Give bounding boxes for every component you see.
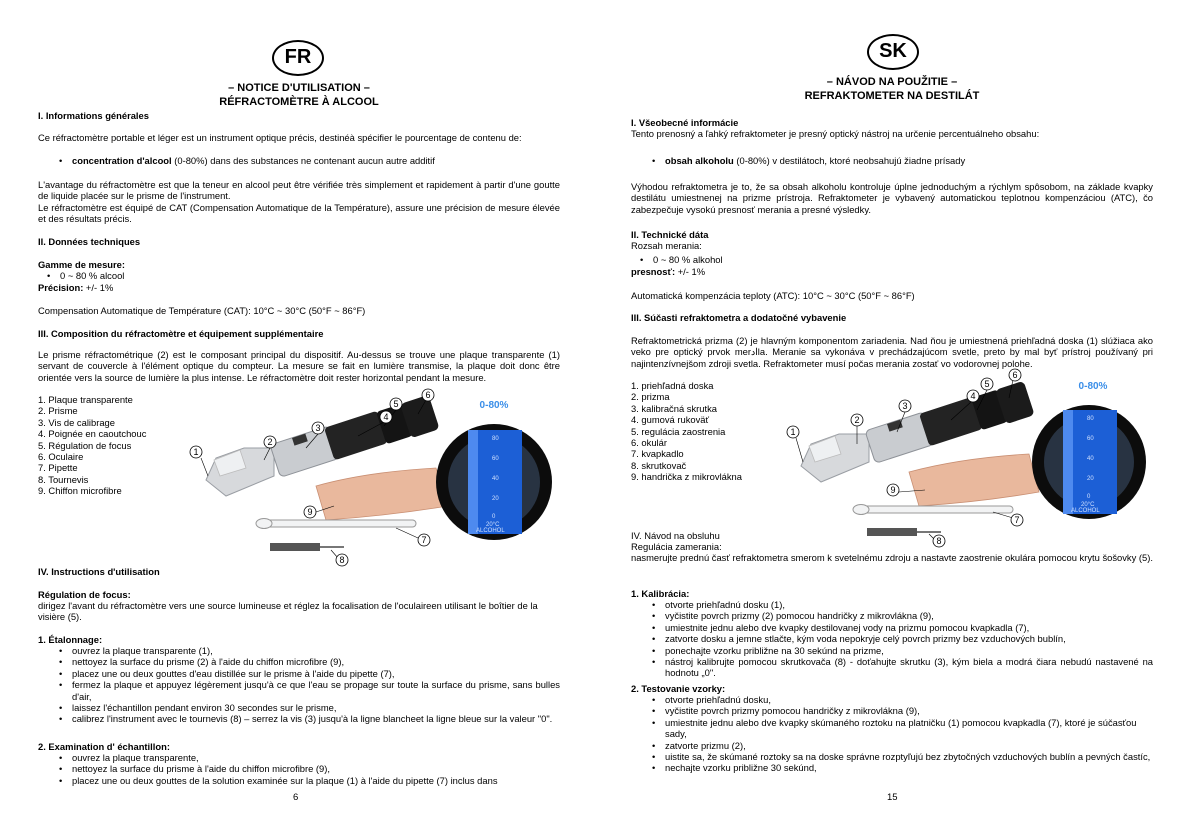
paragraph: nasmerujte prednú časť refraktometra smerom k svetelnému zdroju a nastavte zaostrenie okulára pomocou krytu šošovky (5). bbox=[631, 552, 1153, 563]
manual-title: – NÁVOD NA POUŽITIE – REFRAKTOMETER NA DESTILÁT bbox=[804, 76, 980, 102]
page-number: 6 bbox=[293, 792, 299, 803]
section-heading: IV. Návod na obsluhu bbox=[631, 530, 720, 541]
language-badge: SK bbox=[867, 34, 919, 70]
screwdriver bbox=[270, 543, 344, 551]
callout-7: 7 bbox=[1014, 515, 1020, 525]
list-item: • fermez la plaque et appuyez légèrement jusqu'à ce que l'eau se propage sur toute la surface du prisme, sans bulles d'air, bbox=[38, 679, 560, 702]
list-item: • nechajte vzorku približne 30 sekúnd, bbox=[631, 762, 1153, 773]
list-item: • otvorte priehľadnú dosku, bbox=[631, 694, 1153, 705]
spec-label: Rozsah merania: bbox=[631, 240, 702, 251]
svg-text:20°C: 20°C bbox=[1081, 502, 1095, 508]
section-heading: II. Données techniques bbox=[38, 236, 141, 247]
subheading: Regulácia zamerania: bbox=[631, 541, 722, 552]
spec-cat: Compensation Automatique de Température (CAT): 10°C ~ 30°C (50°F ~ 86°F) bbox=[38, 305, 366, 316]
list-item: • ouvrez la plaque transparente (1), bbox=[38, 645, 560, 656]
list-item: 2. Prisme bbox=[38, 405, 78, 417]
paragraph: Ce réfractomètre portable et léger est un instrument optique précis, destinéà spécifier le pourcentage de contenu de: bbox=[38, 132, 522, 143]
list-item: 3. kalibračná skrutka bbox=[631, 402, 717, 414]
subheading: Régulation de focus: bbox=[38, 589, 131, 600]
svg-text:ALCOHOL: ALCOHOL bbox=[1071, 508, 1100, 514]
callout-5: 5 bbox=[984, 379, 990, 389]
callout-5: 5 bbox=[393, 399, 399, 409]
subheading: 2. Examination d' échantillon: bbox=[38, 741, 170, 752]
list-item: • nettoyez la surface du prisme à l'aide du chiffon microfibre (9), bbox=[38, 763, 560, 774]
callout-6: 6 bbox=[425, 390, 431, 400]
list-item: 6. okulár bbox=[631, 437, 667, 449]
bullet-list bbox=[38, 270, 124, 281]
callout-3: 3 bbox=[902, 401, 908, 411]
callout-1: 1 bbox=[790, 427, 796, 437]
list-item: 3. Vis de calibrage bbox=[38, 416, 115, 428]
list-item: • 0 ~ 80 % alkohol bbox=[631, 254, 723, 265]
list-item: • placez une ou deux gouttes d'eau distillée sur le prisme à l'aide du pipette (7), bbox=[38, 668, 560, 679]
list-item: 4. Poignée en caoutchouc bbox=[38, 428, 147, 440]
list-item: 1. priehľadná doska bbox=[631, 380, 714, 391]
paragraph: Le réfractomètre est équipé de CAT (Compensation Automatique de la Température), assure une précision de mesure élevée et des résultats précis. bbox=[38, 202, 560, 225]
svg-text:60: 60 bbox=[1087, 436, 1094, 442]
list-item: • vyčistite povrch prizmy pomocou handričky z mikrovlákna (9), bbox=[631, 705, 1153, 716]
paragraph: Le prisme réfractométrique (2) est le composant principal du dispositif. Au-dessus se trouve une plaque transparente (1) servant de couvercle à l'élément optique du compteur. La mesure se fait en lumière transmise, la plaque doit donc être orientée vers la source de lumière la plus intense. Le réfractomètre doit rester horizontal pendant la mesure. bbox=[38, 349, 560, 383]
list-item: 7. Pipette bbox=[38, 462, 78, 474]
callout-8: 8 bbox=[339, 555, 345, 565]
paragraph: Refraktometrická prizma (2) je hlavným komponentom zariadenia. Nad ňou je umiestnená priehľadná doska (1) slúžiaca ako veko pre optický prvok merادla. Meranie sa vykonáva v prechádzajúcom svetle, preto by mal byť prístroj používaný pri najintenzívnejšom zdroji svetla. Refraktometer musí počas merania zostať vo vodorovnej polohe. bbox=[631, 335, 1153, 369]
spec-atc: Automatická kompenzácia teploty (ATC): 10°C ~ 30°C (50°F ~ 86°F) bbox=[631, 290, 915, 301]
svg-text:20°C: 20°C bbox=[486, 522, 500, 528]
list-item: • concentration d'alcool (0-80%) dans des substances ne contenant aucun autre additif bbox=[38, 155, 560, 166]
list-item: • umiestnite jednu alebo dve kvapky skúmaného roztoku na platničku (1) pomocou kvapkadla (7), ktoré je súčasťou sady, bbox=[631, 717, 1153, 740]
callout-9: 9 bbox=[307, 507, 313, 517]
scale-label: 0-80% bbox=[1078, 381, 1108, 392]
french-page bbox=[38, 0, 560, 839]
section-heading: III. Súčasti refraktometra a dodatočné vybavenie bbox=[631, 312, 847, 323]
subheading: 1. Étalonnage: bbox=[38, 634, 103, 645]
subheading: 2. Testovanie vzorky: bbox=[631, 683, 726, 694]
callout-2: 2 bbox=[854, 415, 860, 425]
section-heading: IV. Instructions d'utilisation bbox=[38, 566, 160, 577]
section-heading: I. Všeobecné informácie bbox=[631, 117, 739, 128]
svg-text:20: 20 bbox=[1087, 476, 1094, 482]
callout-3: 3 bbox=[315, 423, 321, 433]
list-item: • umiestnite jednu alebo dve kvapky destilovanej vody na prizmu pomocou kvapkadla (7), bbox=[631, 622, 1153, 633]
paragraph: Tento prenosný a ľahký refraktometer je presný optický nástroj na určenie percentuálneho obsahu: bbox=[631, 128, 1040, 139]
paragraph: L'avantage du réfractomètre est que la teneur en alcool peut être vérifiée très simplement et rapidement à partir d'une goutte de liquide placée sur le prisme de l'instrument. bbox=[38, 179, 560, 202]
paragraph: Výhodou refraktometra je to, že sa obsah alkoholu kontroluje úplne jednoduchým a rýchlym spôsobom, na základe kvapky destilátu umiestnenej na prizme prístroja. Refraktometer je vybavený automatickou teplotnou kompenzáciou (ATC), čo zabezpečuje vysokú presnosť merania a presné výsledky. bbox=[631, 181, 1153, 215]
list-item: • laissez l'échantillon pendant environ 30 secondes sur le prisme, bbox=[38, 702, 560, 713]
pipette bbox=[256, 519, 416, 529]
list-item: • placez une ou deux gouttes de la solution examinée sur la plaque (1) à l'aide du pipette (7) inclus dans bbox=[38, 775, 560, 786]
svg-text:20: 20 bbox=[492, 496, 499, 502]
list-item: 4. gumová rukoväť bbox=[631, 414, 710, 426]
callout-4: 4 bbox=[383, 412, 389, 422]
list-item: 5. regulácia zaostrenia bbox=[631, 425, 726, 437]
exam-list bbox=[38, 752, 560, 786]
parts-list bbox=[38, 394, 146, 497]
scale-view bbox=[1027, 378, 1153, 526]
list-item: • uistite sa, že skúmané roztoky sa na doske správne rozptyľujú bez zbytočných vzduchových bublín a pevných častíc, bbox=[631, 751, 1153, 762]
list-item: • obsah alkoholu (0-80%) v destilátoch, ktoré neobsahujú žiadne prísady bbox=[631, 155, 1153, 166]
slovak-page bbox=[631, 0, 1153, 839]
list-item: • zatvorte dosku a jemne stlačte, kým voda nepokryje celý povrch prizmy bez vzduchových bublín, bbox=[631, 633, 1153, 644]
list-item: 2. prizma bbox=[631, 391, 670, 403]
subheading: 1. Kalibrácia: bbox=[631, 588, 690, 599]
list-item: • ouvrez la plaque transparente, bbox=[38, 752, 560, 763]
exam-list bbox=[631, 694, 1153, 774]
list-item: • ponechajte vzorku približne na 30 sekúnd na prizme, bbox=[631, 645, 1153, 656]
language-badge: FR bbox=[272, 40, 324, 76]
list-item: 7. kvapkadlo bbox=[631, 448, 684, 460]
list-item: • otvorte priehľadnú dosku (1), bbox=[631, 599, 1153, 610]
callout-9: 9 bbox=[890, 485, 896, 495]
list-item: 9. handrička z mikrovlákna bbox=[631, 471, 742, 483]
parts-list bbox=[631, 380, 742, 483]
callout-7: 7 bbox=[421, 535, 427, 545]
list-item: • nettoyez la surface du prisme (2) à l'aide du chiffon microfibre (9), bbox=[38, 656, 560, 667]
section-heading: II. Technické dáta bbox=[631, 229, 709, 240]
microfiber-cloth bbox=[909, 454, 1039, 506]
calibration-list bbox=[631, 599, 1153, 679]
manual-title: – NOTICE D'UTILISATION – RÉFRACTOMÈTRE À ALCOOL bbox=[219, 82, 379, 108]
spec-precision: presnosť: +/- 1% bbox=[631, 266, 706, 277]
list-item: 8. skrutkovač bbox=[631, 459, 687, 471]
bullet-list bbox=[38, 155, 560, 166]
spec-label: Gamme de mesure: bbox=[38, 259, 126, 270]
list-item: • nástroj kalibrujte pomocou skrutkovača (8) - doťahujte skrutku (3), kým biela a modrá čiara nebudú nastavené na hodnotu „0". bbox=[631, 656, 1153, 679]
scale-view bbox=[430, 398, 558, 543]
callout-4: 4 bbox=[970, 391, 976, 401]
page-number: 15 bbox=[887, 792, 898, 803]
svg-text:60: 60 bbox=[492, 456, 499, 462]
bullet-list bbox=[631, 155, 1153, 166]
microfiber-cloth bbox=[316, 468, 448, 520]
list-item: • zatvorte prizmu (2), bbox=[631, 740, 1153, 751]
scale-label: 0-80% bbox=[479, 400, 509, 411]
list-item: • 0 ~ 80 % alcool bbox=[38, 270, 124, 281]
section-heading: I. Informations générales bbox=[38, 110, 149, 121]
list-item: 1. Plaque transparente bbox=[38, 394, 133, 405]
list-item: • calibrez l'instrument avec le tournevis (8) – serrez la vis (3) jusqu'à la ligne blancheet la ligne bleue sur la valeur "0". bbox=[38, 713, 560, 724]
spec-precision: Précision: +/- 1% bbox=[38, 282, 114, 293]
paragraph: dirigez l'avant du réfractomètre vers une source lumineuse et réglez la focalisation de l'oculaireen utilisant le boîtier de la visière (5). bbox=[38, 600, 538, 623]
svg-text:0: 0 bbox=[1087, 494, 1091, 500]
pipette bbox=[853, 505, 1013, 515]
section-heading: III. Composition du réfractomètre et équipement supplémentaire bbox=[38, 328, 324, 339]
list-item: 5. Régulation de focus bbox=[38, 439, 132, 451]
list-item: 8. Tournevis bbox=[38, 473, 89, 485]
callout-1: 1 bbox=[193, 447, 199, 457]
callout-8: 8 bbox=[936, 536, 942, 546]
svg-text:ALCOHOL: ALCOHOL bbox=[476, 528, 505, 534]
callout-2: 2 bbox=[267, 437, 273, 447]
svg-text:40: 40 bbox=[492, 476, 499, 482]
bullet-list bbox=[631, 254, 723, 265]
callout-6: 6 bbox=[1012, 370, 1018, 380]
list-item: 6. Oculaire bbox=[38, 451, 84, 463]
calibration-list bbox=[38, 645, 560, 725]
svg-text:80: 80 bbox=[492, 436, 499, 442]
svg-text:40: 40 bbox=[1087, 456, 1094, 462]
svg-text:0: 0 bbox=[492, 514, 496, 520]
list-item: • vyčistite povrch prizmy (2) pomocou handričky z mikrovlákna (9), bbox=[631, 610, 1153, 621]
list-item: 9. Chiffon microfibre bbox=[38, 485, 122, 497]
svg-text:80: 80 bbox=[1087, 416, 1094, 422]
